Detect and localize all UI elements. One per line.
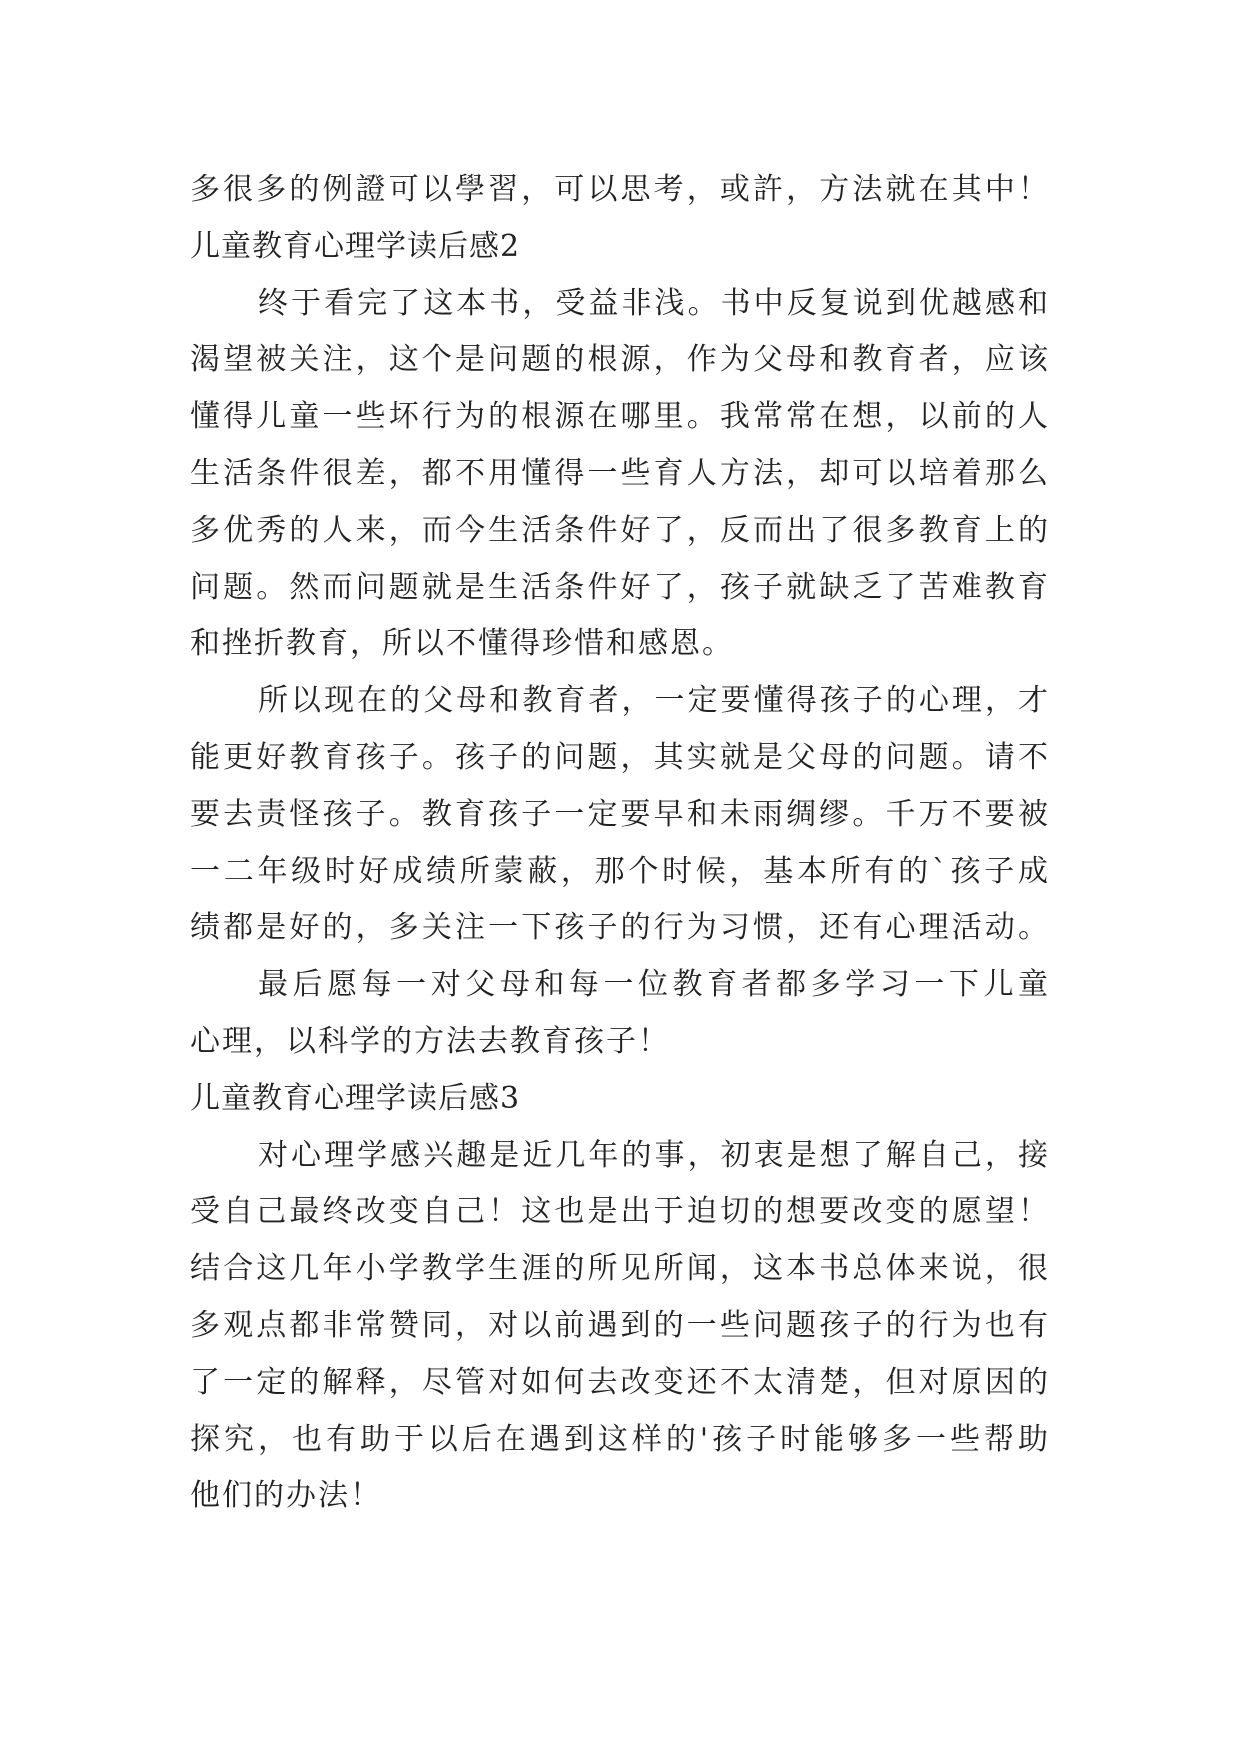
document-body <box>190 162 1050 1525</box>
paragraph-line: 和挫折教育，所以不懂得珍惜和感恩。 <box>190 626 734 662</box>
paragraph-line: 所以现在的父母和教育者，一定要懂得孩子的心理，才 <box>258 683 1050 719</box>
section-heading: 儿童教育心理学读后感3 <box>190 1080 521 1116</box>
paragraph-line: 绩都是好的，多关注一下孩子的行为习惯，还有心理活动。 <box>190 910 1050 946</box>
paragraph-line: 多优秀的人来，而今生活条件好了，反而出了很多教育上的 <box>190 512 1050 548</box>
paragraph-line: 他们的办法！ <box>190 1478 382 1514</box>
paragraph-line: 了一定的解释，尽管对如何去改变还不太清楚，但对原因的 <box>190 1364 1050 1400</box>
paragraph-line: 终于看完了这本书，受益非浅。书中反复说到优越感和 <box>258 285 1050 321</box>
paragraph-line: 多很多的例證可以學習，可以思考，或許，方法就在其中！ <box>190 172 1050 207</box>
paragraph-line: 问题。然而问题就是生活条件好了，孩子就缺乏了苦难教育 <box>190 569 1050 605</box>
paragraph-line: 心理，以科学的方法去教育孩子！ <box>190 1023 670 1059</box>
paragraph-line: 要去责怪孩子。教育孩子一定要早和未雨绸缪。千万不要被 <box>190 796 1050 832</box>
paragraph-line: 结合这几年小学教学生涯的所见所闻，这本书总体来说，很 <box>190 1251 1050 1287</box>
section-heading: 儿童教育心理学读后感2 <box>190 228 521 264</box>
paragraph-line: 懂得儿童一些坏行为的根源在哪里。我常常在想，以前的人 <box>190 399 1050 435</box>
paragraph-line: 渴望被关注，这个是问题的根源，作为父母和教育者，应该 <box>190 342 1050 378</box>
paragraph-line: 多观点都非常赞同，对以前遇到的一些问题孩子的行为也有 <box>190 1307 1050 1343</box>
paragraph-line: 受自己最终改变自己！这也是出于迫切的想要改变的愿望！ <box>190 1194 1050 1230</box>
paragraph-line: 探究，也有助于以后在遇到这样的'孩子时能够多一些帮助 <box>190 1421 1050 1457</box>
paragraph-line: 最后愿每一对父母和每一位教育者都多学习一下儿童 <box>258 967 1050 1003</box>
paragraph-line: 一二年级时好成绩所蒙蔽，那个时候，基本所有的`孩子成 <box>190 853 1050 889</box>
paragraph-line: 对心理学感兴趣是近几年的事，初衷是想了解自己，接 <box>258 1137 1050 1173</box>
paragraph-line: 能更好教育孩子。孩子的问题，其实就是父母的问题。请不 <box>190 739 1050 775</box>
paragraph-line: 生活条件很差，都不用懂得一些育人方法，却可以培着那么 <box>190 455 1050 491</box>
